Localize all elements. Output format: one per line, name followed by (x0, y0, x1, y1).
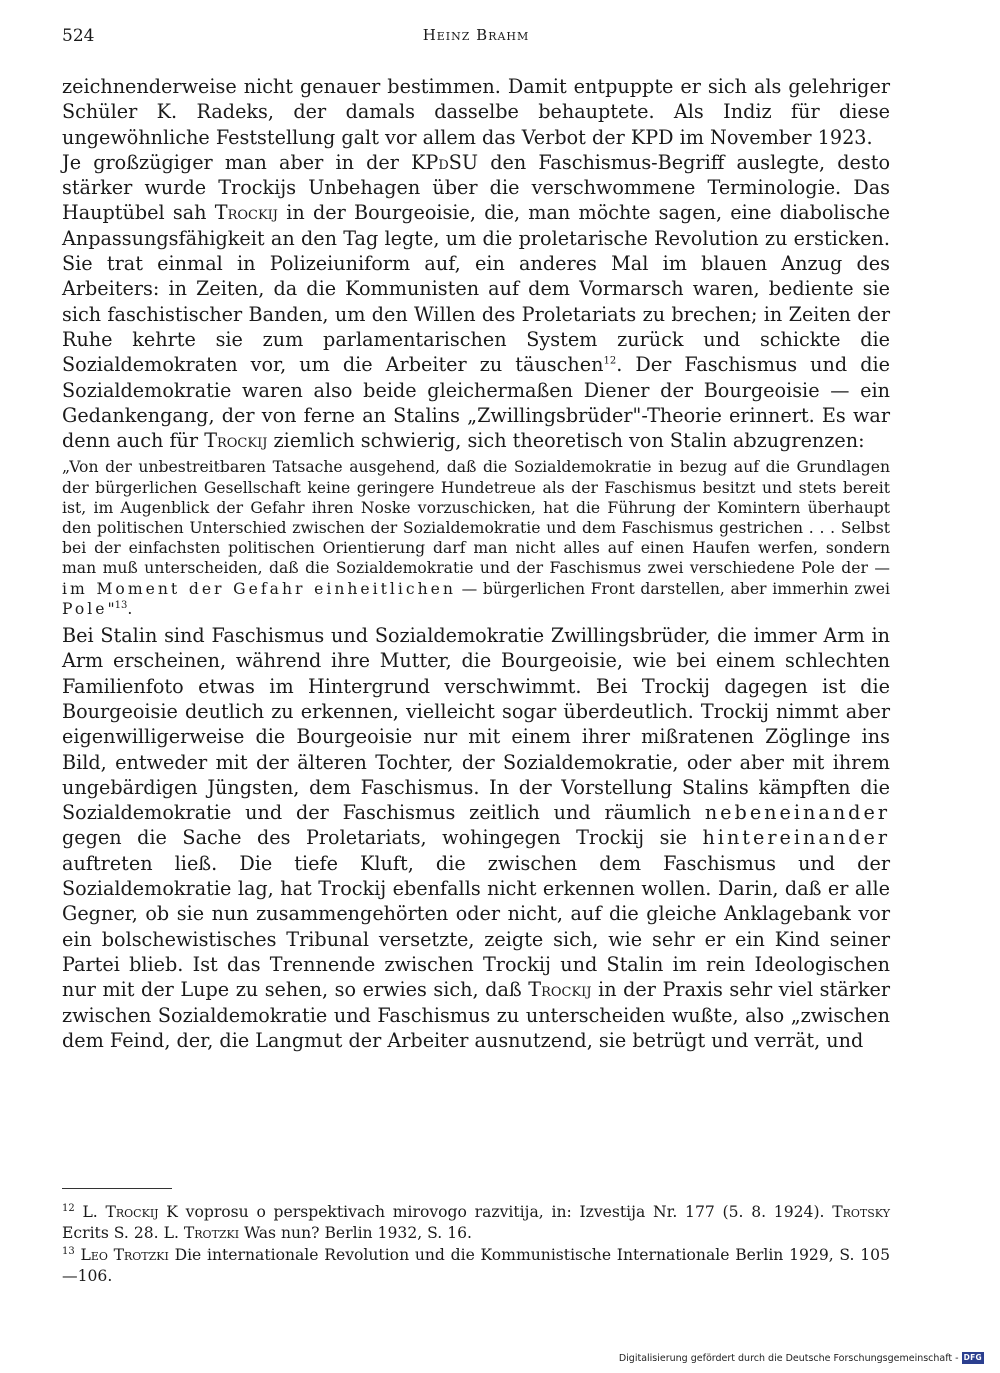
attribution-text: Digitalisierung gefördert durch die Deutsche Forschungsgemeinschaft - (618, 1352, 959, 1364)
page-header (62, 26, 890, 50)
page-number: 524 (62, 26, 95, 46)
running-head: Heinz Brahm (422, 26, 530, 44)
dfg-logo-icon: DFG (963, 1353, 982, 1362)
paragraph-3: Bei Stalin sind Faschismus und Sozialdemokratie Zwillingsbrüder, die immer Arm in Arm erscheinen, während ihre Mutter, die Bourgeoisie, wie bei einem schlechten Familienfoto etwas im Hintergrund verschwimmt. Bei Trockij dagegen ist die Bourgeoisie deutlich zu erkennen, vielleicht sogar überdeutlich. Trockij nimmt aber eigenwilligerweise die Bourgeoisie nur mit einem ihrer mißratenen Zöglinge ins Bild, entweder mit der älteren Tochter, der Sozialdemokratie, oder aber mit ihrem ungebärdigen Jüngsten, dem Faschismus. In der Vorstellung Stalins kämpften die Sozialdemokratie und der Faschismus zeitlich und räumlich nebeneinander gegen die Sache des Proletariats, wohingegen Trockij sie hintereinander auftreten ließ. Die tiefe Kluft, die zwischen dem Faschismus und der Sozialdemokratie lag, hat Trockij ebenfalls nicht erkennen wollen. Darin, daß er alle Gegner, ob sie nun zusammengehörten oder nicht, auf die gleiche Anklagebank vor ein bolschewistisches Tribunal versetzte, zeigte sich, wie sehr er ein Kind seiner Partei blieb. Ist das Trennende zwischen Trockij und Stalin im rein Ideologischen nur mit der Lupe zu sehen, so erwies sich, daß Trockij in der Praxis sehr viel stärker zwischen Sozialdemokratie und Faschismus zu unterscheiden wußte, also „zwischen dem Feind, der, die Langmut der Arbeiter ausnutzend, sie betrügt und verrät, und (62, 624, 891, 1052)
footnote-ref-12: 12 (603, 355, 617, 367)
footnote-12: $^{12}$ L. Trockij K voprosu o perspektivach mirovogo razvitija, in: Izvestija Nr. 177 (5. 8. 1924). Trotsky Ecrits S. 28. L. Trotzki Was nun? Berlin 1932, S. 16. (62, 1202, 890, 1242)
digitization-attribution (619, 1352, 984, 1364)
body-text (62, 74, 890, 1053)
block-quote: „Von der unbestreitbaren Tatsache ausgehend, daß die Sozialdemokratie in bezug auf die Grundlagen der bürgerlichen Gesellschaft keine geringere Hundetreue als der Faschismus besitzt und stets bereit ist, im Augenblick der Gefahr ihren Noske vorzuschicken, hat die Führung der Komintern überhaupt den politischen Unterschied zwischen der Sozialdemokratie und dem Faschismus gestrichen . . . Selbst bei der einfachsten politischen Orientierung darf man nicht alles auf einen Haufen werfen, sondern man muß unterscheiden, daß die Sozialdemokratie und der Faschismus zwei verschiedene Pole der — im Moment der Gefahr einheitlichen — bürgerlichen Front darstellen, aber immerhin zwei Pole"$^{13}$. (62, 458, 890, 618)
footnote-13: $^{13}$ Leo Trotzki Die internationale Revolution und die Kommunistische Internationale Berlin 1929, S. 105—106. (62, 1245, 891, 1285)
paragraph-1: zeichnenderweise nicht genauer bestimmen. Damit entpuppte er sich als gelehriger Schüler K. Radeks, der damals dasselbe behauptete. Als Indiz für diese ungewöhnliche Feststellung galt vor allem das Verbot der KPD im November 1923. (62, 75, 890, 149)
paragraph-2: Je großzügiger man aber in der KPdSU den Faschismus-Begriff auslegte, desto stärker wurde Trockijs Unbehagen über die verschwommene Terminologie. Das Hauptübel sah Trockij in der Bourgeoisie, die, man möchte sagen, eine diabolische Anpassungsfähigkeit an den Tag legte, um die proletarische Revolution zu ersticken. Sie trat einmal in Polizeiuniform auf, ein anderes Mal im blauen Anzug des Arbeiters: in Zeiten, da die Kommunisten auf dem Vormarsch waren, bediente sie sich faschistischer Banden, um den Willen des Proletariats zu brechen; in Zeiten der Ruhe kehrte sie zum parlamentarischen System zurück und schickte die Sozialdemokraten vor, um die Arbeiter zu täuschen$^{12}$. Der Faschismus und die Sozialdemokratie waren also beide gleichermaßen Diener der Bourgeoisie — ein Gedankengang, der von ferne an Stalins „Zwillingsbrüder"-Theorie erinnert. Es war denn auch für Trockij ziemlich schwierig, sich theoretisch von Stalin abzugrenzen: (62, 150, 890, 453)
footnote-ref-13: 13 (114, 599, 128, 611)
footnotes (62, 1202, 890, 1288)
footnote-rule (62, 1188, 172, 1189)
